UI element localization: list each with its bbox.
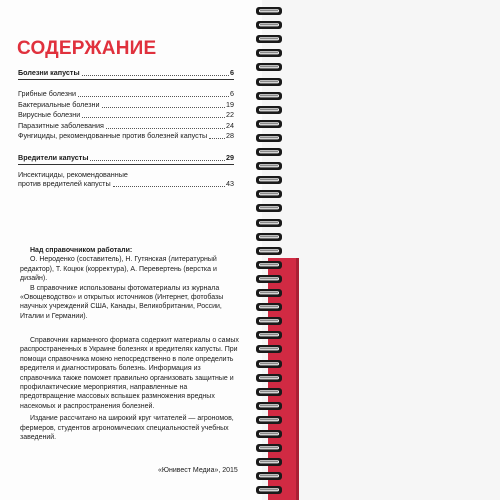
- spiral-coil: [254, 401, 284, 411]
- toc-item-label: Грибные болезни: [18, 89, 77, 98]
- spiral-coil: [254, 34, 284, 44]
- toc-item: [18, 179, 234, 188]
- spiral-coil: [254, 359, 284, 369]
- toc-item: [18, 110, 234, 119]
- spiral-coil: [254, 232, 284, 242]
- spiral-coil: [254, 288, 284, 298]
- credits-block: [20, 246, 242, 321]
- toc-item-label: Паразитные заболевания: [18, 120, 104, 130]
- toc-page-number: 22: [226, 110, 234, 119]
- toc-page-number: 28: [226, 131, 234, 140]
- toc-page-number: 24: [226, 120, 234, 130]
- toc-leader: [209, 137, 225, 139]
- spiral-coil: [254, 373, 284, 383]
- spiral-coil: [254, 387, 284, 397]
- toc-leader: [82, 74, 229, 76]
- red-cover-edge: [296, 258, 299, 500]
- spiral-coil: [254, 189, 284, 199]
- spiral-coil: [254, 147, 284, 157]
- spiral-coil: [254, 302, 284, 312]
- spiral-coil: [254, 20, 284, 30]
- toc-leader: [90, 159, 225, 161]
- toc-leader: [78, 95, 229, 97]
- toc-item-label: Бактериальные болезни: [18, 99, 100, 109]
- spiral-coil: [254, 316, 284, 326]
- toc-item-label: Фунгициды, рекомендованные против болезней капусты: [18, 131, 208, 140]
- toc-item-label: против вредителей капусты: [18, 179, 111, 188]
- toc-rule: [18, 164, 234, 165]
- spiral-coil: [254, 429, 284, 439]
- spiral-coil: [254, 471, 284, 481]
- toc-item: [18, 131, 234, 140]
- toc-leader: [102, 106, 226, 108]
- spiral-coil: [254, 330, 284, 340]
- spiral-coil: [254, 105, 284, 115]
- credits-staff: О. Нероденко (составитель), Н. Гутянская (литературный редактор), Т. Коцюк (корректура), А. Перевертень (верстка и дизайн).: [20, 256, 217, 283]
- spiral-coil: [254, 203, 284, 213]
- spiral-coil: [254, 62, 284, 72]
- spiral-coil: [254, 175, 284, 185]
- toc-section-pests: [18, 153, 234, 162]
- toc-page-number: 19: [226, 99, 234, 109]
- toc-leader: [82, 116, 225, 118]
- spiral-coil: [254, 246, 284, 256]
- description-paragraph: Справочник карманного формата содержит материалы о самых распространенных в Украине болезнях и вредителях капусты. При помощи справочника можно непосредственно в поле определить вредителя и диагностировать болезнь. Информация из справочника также поможет правильно организовать защитные и профилактические мероприятия, направленные на предотвращение массовых вспышек размножения вредных насекомых и распространения болезней.: [20, 337, 239, 410]
- description-block: [20, 336, 242, 442]
- toc-leader: [106, 127, 225, 129]
- spiral-coil: [254, 161, 284, 171]
- toc-item: [18, 121, 234, 130]
- spiral-coil: [254, 218, 284, 228]
- spiral-coil: [254, 415, 284, 425]
- toc-item: [18, 100, 234, 109]
- spiral-coil: [254, 443, 284, 453]
- toc-section-label: Болезни капусты: [18, 68, 80, 77]
- page-title: СОДЕРЖАНИЕ: [17, 38, 157, 59]
- spiral-coil: [254, 77, 284, 87]
- spiral-coil: [254, 457, 284, 467]
- toc-section-diseases: [18, 68, 234, 77]
- toc-section-label: Вредители капусты: [18, 153, 89, 162]
- toc-item-label: Инсектициды, рекомендованные: [18, 170, 128, 179]
- toc-page-number: 6: [230, 68, 234, 77]
- spiral-coil: [254, 485, 284, 495]
- spiral-coil: [254, 133, 284, 143]
- spiral-coil: [254, 48, 284, 58]
- spiral-coil: [254, 344, 284, 354]
- toc-item: [18, 89, 234, 98]
- spiral-coil: [254, 91, 284, 101]
- spiral-coil: [254, 119, 284, 129]
- spiral-coil: [254, 260, 284, 270]
- credits-sources: В справочнике использованы фотоматериалы из журнала «Овощеводство» и открытых источников (Интернет, фотобазы научных учреждений США, Канады, Великобритании, России, Италии и Германии).: [20, 284, 224, 320]
- credits-heading: Над справочником работали:: [30, 247, 133, 254]
- toc-rule: [18, 79, 234, 80]
- spiral-coil: [254, 6, 284, 16]
- toc-page-number: 43: [226, 179, 234, 188]
- toc-leader: [113, 185, 225, 187]
- toc-item-label: Вирусные болезни: [18, 110, 81, 119]
- description-paragraph: Издание рассчитано на широкий круг читателей — агрономов, фермеров, студентов агрономических специальностей учебных заведений.: [20, 415, 234, 442]
- publisher-line: «Юнивест Медиа», 2015: [158, 467, 238, 474]
- toc-page-number: 29: [226, 153, 234, 162]
- toc-page-number: 6: [230, 89, 234, 98]
- spiral-coil: [254, 274, 284, 284]
- toc-item: [18, 170, 234, 179]
